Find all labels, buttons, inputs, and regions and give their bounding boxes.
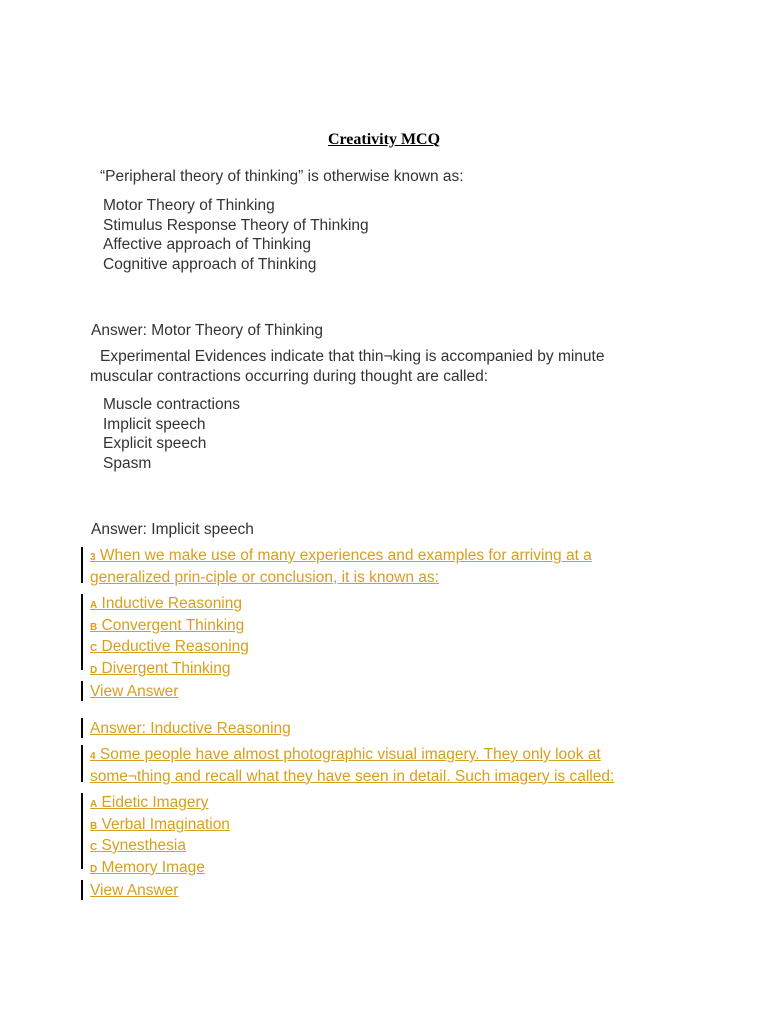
q3-option-b[interactable] xyxy=(90,616,249,638)
quote-bar xyxy=(81,547,83,583)
q4-option-a[interactable] xyxy=(90,793,230,815)
q4-view-answer-link[interactable]: View Answer xyxy=(90,882,179,899)
q3-option-d[interactable] xyxy=(90,659,249,681)
q3-option-c[interactable] xyxy=(90,637,249,659)
option-letter: D xyxy=(90,664,98,676)
q1-option: Affective approach of Thinking xyxy=(103,236,311,253)
page-title: Creativity MCQ xyxy=(327,131,441,148)
option-text: Deductive Reasoning xyxy=(97,638,249,655)
option-letter: A xyxy=(90,799,98,810)
option-letter: B xyxy=(90,621,98,633)
q1-options xyxy=(103,196,369,274)
option-letter: B xyxy=(90,820,98,832)
option-text: Divergent Thinking xyxy=(97,659,231,677)
q2-question-line: muscular contractions occurring during thought are called: xyxy=(90,368,489,385)
q3-number: 3 xyxy=(90,552,96,563)
q4-number: 4 xyxy=(90,751,96,762)
option-letter: A xyxy=(90,600,98,611)
q4-question[interactable] xyxy=(90,745,614,786)
quote-bar xyxy=(81,594,83,670)
q1-question: “Peripheral theory of thinking” is otherwise known as: xyxy=(100,168,464,185)
option-text: Verbal Imagination xyxy=(97,815,230,833)
option-text: Eidetic Imagery xyxy=(97,794,209,811)
q2-option: Spasm xyxy=(103,454,152,472)
q4-question-line: Some people have almost photographic visual imagery. They only look at xyxy=(95,746,601,763)
q4-option-c[interactable] xyxy=(90,836,230,858)
option-text: Synesthesia xyxy=(97,837,186,854)
q4-option-b[interactable] xyxy=(90,815,230,837)
q3-answer[interactable]: Answer: Inductive Reasoning xyxy=(90,720,291,737)
quote-bar xyxy=(81,718,83,738)
q1-answer: Answer: Motor Theory of Thinking xyxy=(91,322,324,339)
q1-option: Motor Theory of Thinking xyxy=(103,197,275,214)
q2-question-line: Experimental Evidences indicate that thin¬king is accompanied by minute xyxy=(100,348,605,365)
q3-question-line: When we make use of many experiences and examples for arriving at a xyxy=(95,547,592,564)
q4-option-d[interactable] xyxy=(90,858,230,880)
q2-answer: Answer: Implicit speech xyxy=(91,521,254,538)
q1-option: Stimulus Response Theory of Thinking xyxy=(103,216,369,234)
q3-question-line: generalized prin-ciple or conclusion, it is known as: xyxy=(90,568,439,586)
q4-options xyxy=(90,793,230,879)
option-letter: C xyxy=(90,643,98,654)
q2-options xyxy=(103,395,240,473)
q2-option: Explicit speech xyxy=(103,435,207,452)
option-text: Inductive Reasoning xyxy=(97,595,242,612)
q3-question[interactable] xyxy=(90,546,592,587)
option-letter: D xyxy=(90,863,98,875)
option-text: Convergent Thinking xyxy=(97,616,245,634)
option-text: Memory Image xyxy=(97,858,205,876)
quote-bar xyxy=(81,745,83,782)
q4-question-line: some¬thing and recall what they have seen in detail. Such imagery is called: xyxy=(90,767,615,785)
q2-option: Implicit speech xyxy=(103,415,206,433)
quote-bar xyxy=(81,681,83,701)
q1-option: Cognitive approach of Thinking xyxy=(103,255,317,273)
option-letter: C xyxy=(90,842,98,853)
quote-bar xyxy=(81,880,83,900)
q3-options xyxy=(90,594,249,680)
q2-option: Muscle contractions xyxy=(103,396,240,413)
quote-bar xyxy=(81,793,83,869)
q3-option-a[interactable] xyxy=(90,594,249,616)
q3-view-answer-link[interactable]: View Answer xyxy=(90,683,179,700)
